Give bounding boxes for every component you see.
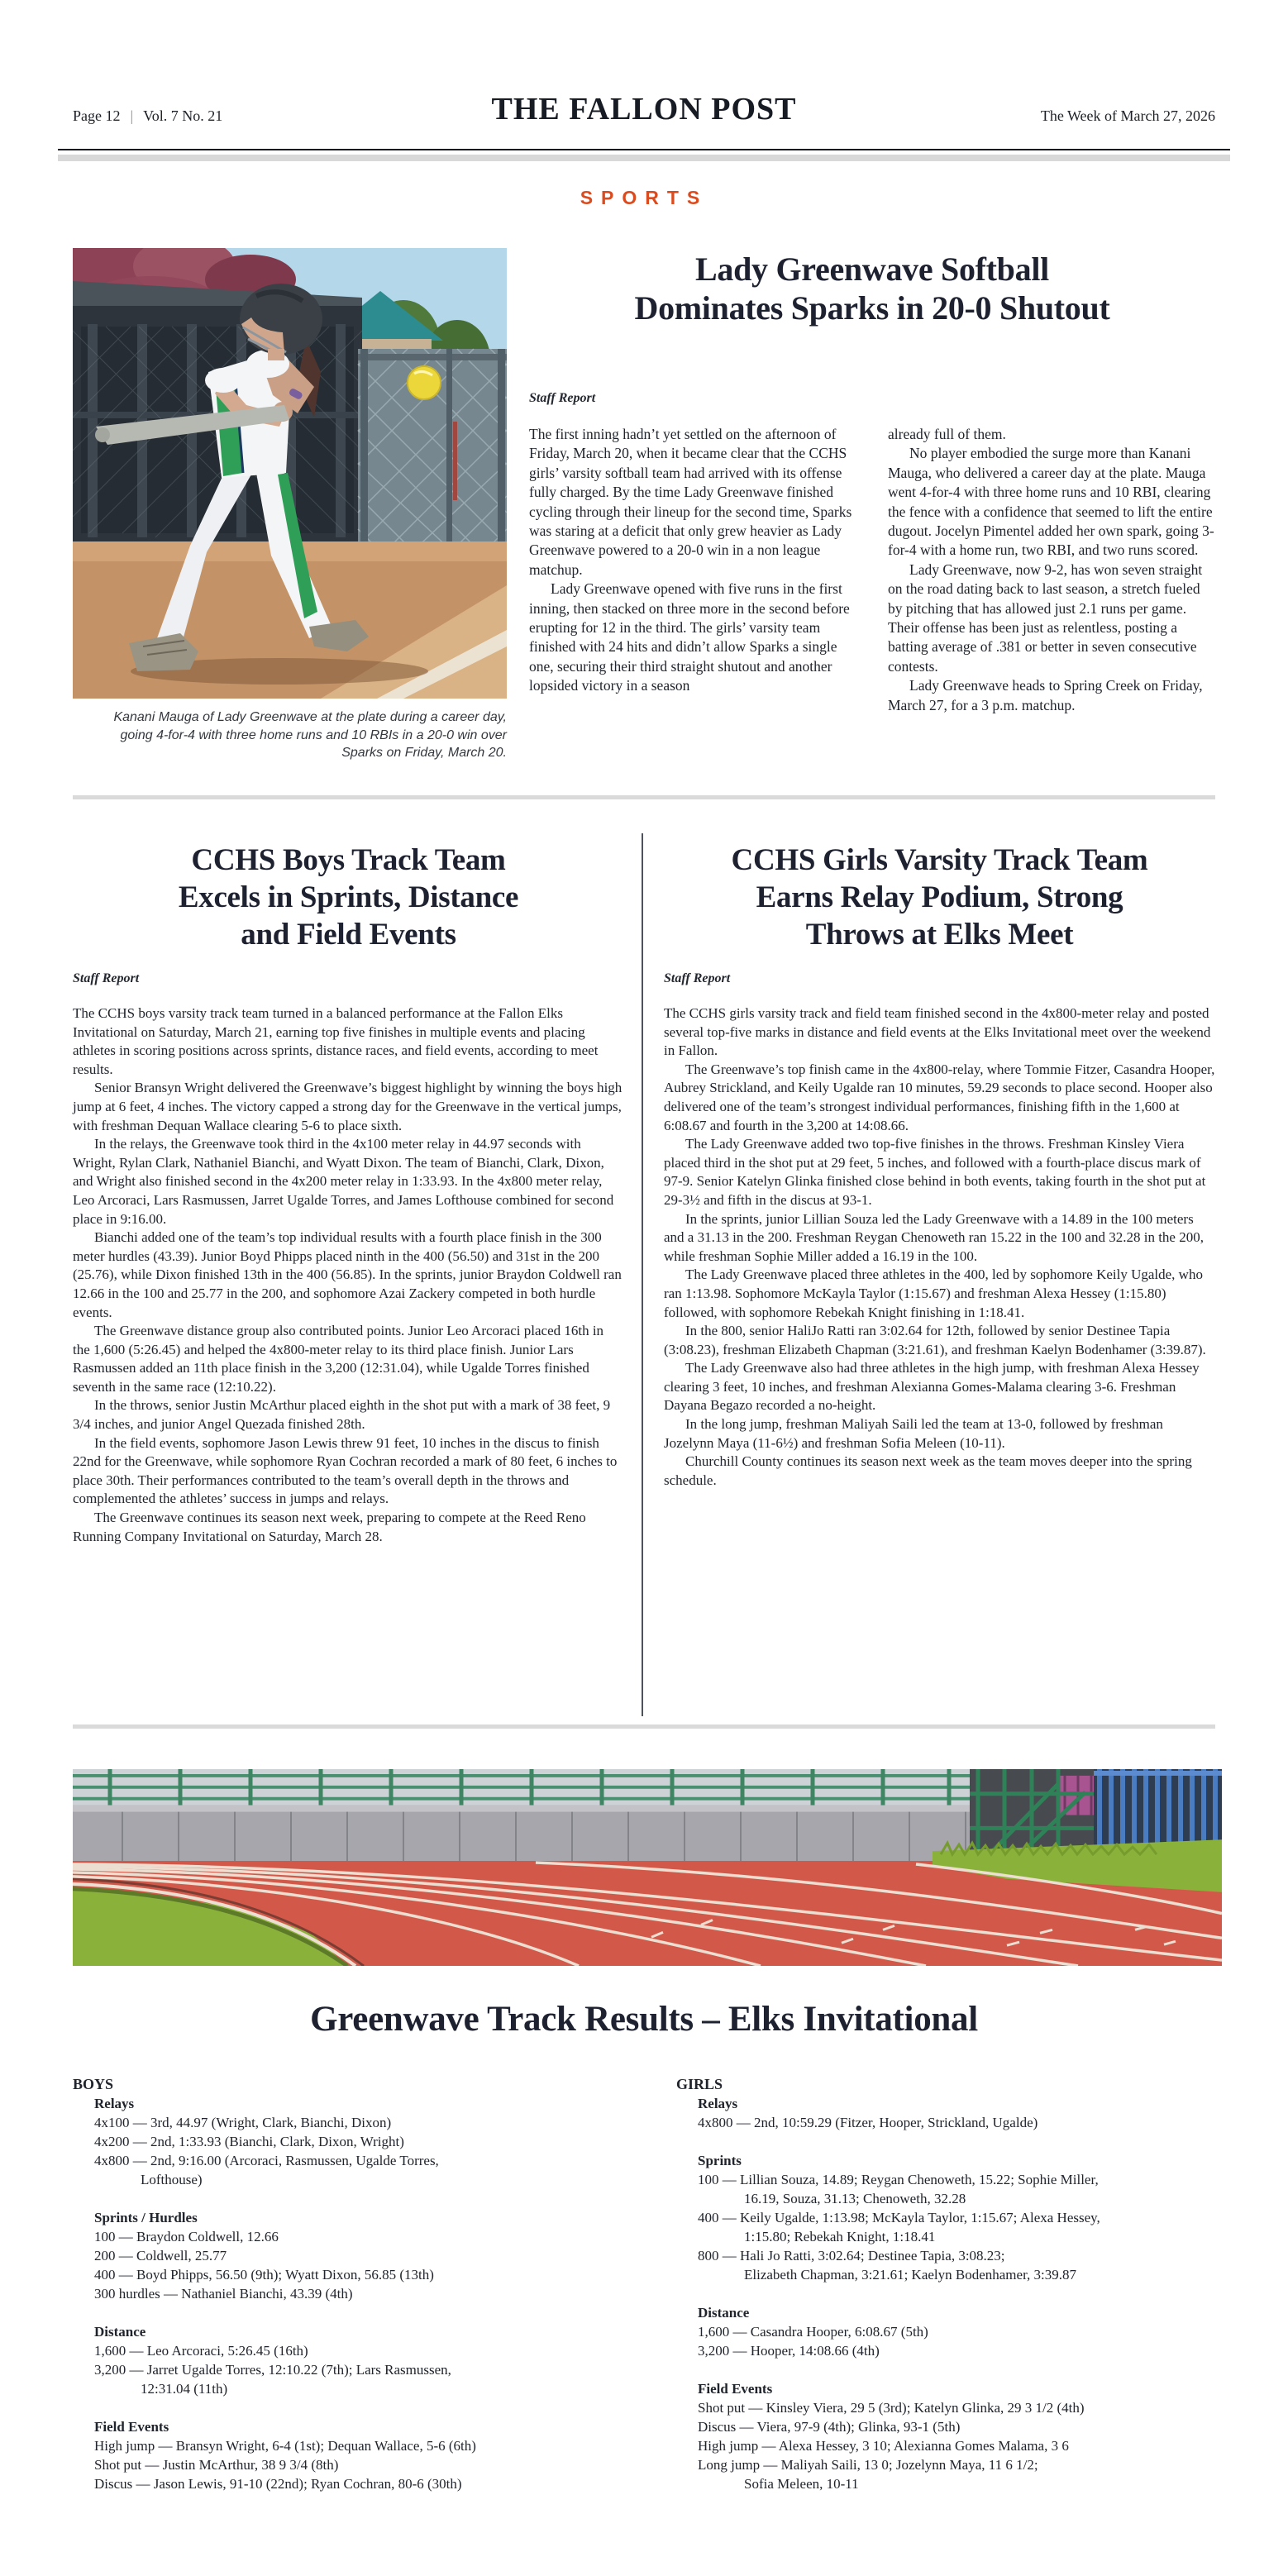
- result-group: [698, 2303, 1222, 2360]
- softball-photo-image: [73, 248, 507, 699]
- article-paragraph: Senior Bransyn Wright delivered the Greenwave’s biggest highlight by winning the boys high jump at 6 feet, 4 inches. The victory capped a strong day for the Greenwave in the vertical jumps, with freshman Dequan Wallace clearing 5-6 to place sixth.: [73, 1080, 623, 1133]
- text-line: and Field Events: [241, 918, 456, 952]
- article-paragraph: In the long jump, freshman Maliyah Saili led the team at 13-0, followed by freshman Jozelynn Maya (11-6½) and freshman Sofia Meleen (10-11).: [664, 1416, 1163, 1451]
- article-paragraph: Lady Greenwave heads to Spring Creek on Friday, March 27, for a 3 p.m. matchup.: [888, 677, 1203, 713]
- track-photo-image: [73, 1769, 1222, 1966]
- girls-track-article: [664, 842, 1215, 1490]
- track-photo-illustration: [73, 1769, 1222, 1966]
- result-line-continuation: 16.19, Souza, 31.13; Chenoweth, 32.28: [744, 2191, 966, 2206]
- girls-article-byline: Staff Report: [664, 971, 731, 985]
- softball-article-headline: [529, 250, 1215, 327]
- result-gender-label: GIRLS: [676, 2076, 723, 2092]
- result-line: 1,600 — Leo Arcoraci, 5:26.45 (16th): [94, 2343, 308, 2359]
- column-divider-rule: [642, 833, 643, 1716]
- article-paragraph: Lady Greenwave, now 9-2, has won seven straight on the road dating back to last season, a stretch fueled by pitching that has allowed just 2.1 runs per game. Their offense has been just as relentless, posting a batting average of .381 or better in seven consecutive contests.: [888, 561, 1203, 675]
- girls-article-headline: [664, 842, 1215, 953]
- masthead-title: THE FALLON POST: [491, 92, 797, 126]
- result-line-continuation: Lofthouse): [141, 2172, 203, 2187]
- result-line: Shot put — Kinsley Viera, 29 5 (3rd); Katelyn Glinka, 29 3 1/2 (4th): [698, 2400, 1085, 2416]
- result-line: Shot put — Justin McArthur, 38 9 3/4 (8th): [94, 2457, 339, 2473]
- result-line: 3,200 — Hooper, 14:08.66 (4th): [698, 2343, 880, 2359]
- article-paragraph: No player embodied the surge more than Kanani Mauga, who delivered a career day at the plate. Mauga went 4-for-4 with three home runs and 10 RBI, clearing the fence with a confidence that seemed to lift the entire dugout. Jocelyn Pimentel added her own spark, going 3-for-4 with a home run, two RBI, and two runs scored.: [888, 445, 1214, 559]
- page-number: Page 12: [73, 107, 121, 124]
- result-line: Discus — Viera, 97-9 (4th); Glinka, 93-1 (5th): [698, 2419, 961, 2435]
- girls-article-body: [664, 1004, 1215, 1490]
- article-paragraph: already full of them.: [888, 426, 1006, 442]
- result-line: Discus — Jason Lewis, 91-10 (22nd); Ryan Cochran, 80-6 (30th): [94, 2476, 462, 2492]
- result-line: 300 hurdles — Nathaniel Bianchi, 43.39 (4th): [94, 2286, 353, 2302]
- article-paragraph: The Greenwave distance group also contributed points. Junior Leo Arcoraci placed 16th in the 1,600 (5:26.45) and helped the 4x800-meter relay to its third place finish. Junior Lars Rasmussen added an 11th place finish in the 3,200 (12:31.04), while Ugalde Torres finished seventh in the same race (12:10.22).: [73, 1323, 604, 1395]
- section-label-sports: SPORTS: [580, 187, 708, 208]
- result-line: 200 — Coldwell, 25.77: [94, 2248, 227, 2264]
- result-line: 400 — Boyd Phipps, 56.50 (9th); Wyatt Dixon, 56.85 (13th): [94, 2267, 434, 2283]
- section-divider: [73, 795, 1215, 799]
- boys-article-body: [73, 1004, 624, 1546]
- boys-article-byline: Staff Report: [73, 971, 140, 985]
- result-group-heading: Field Events: [94, 2419, 169, 2435]
- article-paragraph: The Lady Greenwave also had three athletes in the high jump, with freshman Alexa Hessey clearing 3 feet, 10 inches, and freshman Alexianna Gomes-Malama clearing 3-6. Freshman Dayana Begazo recorded a no-height.: [664, 1360, 1200, 1414]
- article-paragraph: In the throws, senior Justin McArthur placed eighth in the shot put with a mark of 38 feet, 9 3/4 inches, and junior Angel Quezada finished 28th.: [73, 1397, 611, 1433]
- text-line: Earns Relay Podium, Strong: [756, 880, 1123, 914]
- result-line-continuation: 1:15.80; Rebekah Knight, 1:18.41: [744, 2229, 936, 2244]
- result-line-continuation: Elizabeth Chapman, 3:21.61; Kaelyn Bodenhamer, 3:39.87: [744, 2267, 1077, 2283]
- result-gender-label: BOYS: [73, 2076, 114, 2092]
- softball-photo-caption: [73, 708, 507, 762]
- result-group: [94, 2417, 643, 2493]
- result-line: 100 — Lillian Souza, 14.89; Reygan Chenoweth, 15.22; Sophie Miller,: [698, 2172, 1099, 2187]
- results-girls-column: [676, 2075, 1222, 2493]
- result-line: Long jump — Maliyah Saili, 13 0; Jozelynn Maya, 11 6 1/2;: [698, 2457, 1038, 2473]
- softball-article-byline: Staff Report: [529, 391, 596, 405]
- result-group-heading: Sprints / Hurdles: [94, 2210, 198, 2225]
- article-paragraph: The Lady Greenwave added two top-five finishes in the throws. Freshman Kinsley Viera placed third in the shot put at 29 feet, 5 inches, and followed with a fourth-place discus mark of 97-9. Senior Katelyn Glinka finished close behind in both events, taking fourth in the shot put at 29-3½ and fifth in the discus at 93-1.: [664, 1136, 1206, 1208]
- result-line: 100 — Braydon Coldwell, 12.66: [94, 2229, 279, 2244]
- boys-article-headline: [73, 842, 624, 953]
- article-paragraph: In the field events, sophomore Jason Lewis threw 91 feet, 10 inches in the discus to finish 22nd for the Greenwave, while sophomore Ryan Cochran recorded a mark of 80 feet, 6 inches to place 30th. Their performances contributed to the team’s overall depth in the throws and complemented the athletes’ success in jumps and relays.: [73, 1434, 618, 1507]
- volume-number: Vol. 7 No. 21: [143, 107, 223, 124]
- result-line: 400 — Keily Ugalde, 1:13.98; McKayla Taylor, 1:15.67; Alexa Hessey,: [698, 2210, 1100, 2225]
- boys-track-article: [73, 842, 624, 1546]
- article-paragraph: In the sprints, junior Lillian Souza led the Lady Greenwave with a 14.89 in the 100 meters and a 31.13 in the 200. Freshman Reygan Chenoweth ran 15.22 in the 100 and 32.28 in the 200, while freshman Sophie Miller added a 16.19 in the 100.: [664, 1210, 1204, 1264]
- result-group-heading: Relays: [94, 2096, 135, 2111]
- text-line: going 4-for-4 with three home runs and 10 RBIs in a 20-0 win over: [120, 727, 507, 742]
- result-line: 4x800 — 2nd, 9:16.00 (Arcoraci, Rasmussen, Ugalde Torres,: [94, 2153, 439, 2168]
- header-gray-bar: [58, 155, 1230, 161]
- issue-date: The Week of March 27, 2026: [1040, 107, 1215, 124]
- article-paragraph: Churchill County continues its season next week as the team moves deeper into the spring schedule.: [664, 1453, 1192, 1488]
- text-line: Throws at Elks Meet: [805, 918, 1074, 952]
- result-line: High jump — Alexa Hessey, 3 10; Alexianna Gomes Malama, 3 6: [698, 2438, 1069, 2454]
- softball-article-body: [529, 425, 1217, 715]
- result-line-continuation: Sofia Meleen, 10-11: [744, 2476, 859, 2492]
- result-group: [94, 2094, 643, 2189]
- text-line: Kanani Mauga of Lady Greenwave at the plate during a career day,: [113, 710, 507, 724]
- softball-article-column-2: [888, 425, 1217, 715]
- section-divider: [73, 1724, 1215, 1729]
- article-paragraph: The CCHS girls varsity track and field team finished second in the 4x800-meter relay and posted several top-five marks in distance and field events at the Elks Invitational meet over the weekend in Fallon.: [664, 1005, 1211, 1059]
- result-group-heading: Distance: [94, 2324, 146, 2340]
- header-rule: [58, 149, 1230, 150]
- softball-article-column-1: [529, 425, 858, 715]
- article-paragraph: The CCHS boys varsity track team turned in a balanced performance at the Fallon Elks Invitational on Saturday, March 21, earning top five finishes in multiple events and placing athletes in scoring positions across sprints, distance races, and field events, according to meet results.: [73, 1005, 599, 1077]
- results-section-title: Greenwave Track Results – Elks Invitational: [310, 2000, 978, 2039]
- result-group: [698, 2094, 1222, 2132]
- result-group: [94, 2208, 643, 2303]
- result-group: [94, 2322, 643, 2398]
- softball-photo-illustration: [73, 248, 507, 699]
- result-line: 4x200 — 2nd, 1:33.93 (Bianchi, Clark, Dixon, Wright): [94, 2134, 404, 2149]
- article-paragraph: Lady Greenwave opened with five runs in the first inning, then stacked on three more in the second before erupting for 12 in the third. The girls’ varsity team finished with 24 hits and didn’t allow Sparks a single one, securing their third straight shutout and another lopsided victory in a season: [529, 580, 850, 694]
- article-paragraph: In the 800, senior HaliJo Ratti ran 3:02.64 for 12th, followed by senior Destinee Tapia (3:08.23), freshman Elizabeth Chapman (3:21.61), and freshman Kaelyn Bodenhamer (3:39.87).: [664, 1323, 1206, 1357]
- article-paragraph: The Greenwave continues its season next week, preparing to compete at the Reed Reno Running Company Invitational on Saturday, March 28.: [73, 1510, 586, 1544]
- results-boys-column: [73, 2075, 643, 2493]
- result-line: 800 — Hali Jo Ratti, 3:02.64; Destinee Tapia, 3:08.23;: [698, 2248, 1005, 2264]
- result-group: [698, 2379, 1222, 2493]
- article-paragraph: In the relays, the Greenwave took third in the 4x100 meter relay in 44.97 seconds with Wright, Rylan Clark, Nathaniel Bianchi, and Wyatt Dixon. The team of Bianchi, Clark, Dixon, and Wright also finished second in the 4x200 meter relay in 1:33.93. In the 4x800 meter relay, Leo Arcoraci, Lars Rasmussen, Jarret Ugalde Torres, and James Lofthouse combined for second place in 9:16.00.: [73, 1136, 614, 1227]
- text-line: Dominates Sparks in 20-0 Shutout: [634, 289, 1110, 327]
- article-paragraph: The first inning hadn’t yet settled on the afternoon of Friday, March 20, when it became clear that the CCHS girls’ varsity softball team had arrived with its offense fully charged. By the time Lady Greenwave finished cycling through their lineup for the second time, Sparks was staring at a deficit that only grew heavier as Lady Greenwave powered to a 20-0 win in a non league matchup.: [529, 426, 852, 578]
- result-group-heading: Distance: [698, 2305, 750, 2321]
- article-paragraph: The Greenwave’s top finish came in the 4x800-relay, where Tommie Fitzer, Casandra Hooper, Aubrey Strickland, and Keily Ugalde ran 10 minutes, 59.29 seconds to place second. Hooper also delivered one of the team’s strongest individual performances, finishing fifth in the 1,600 at 6:08.67 and fourth in the 3,200 at 14:08.66.: [664, 1061, 1215, 1133]
- text-line: CCHS Boys Track Team: [191, 843, 506, 877]
- result-line: 1,600 — Casandra Hooper, 6:08.67 (5th): [698, 2324, 928, 2340]
- text-line: Excels in Sprints, Distance: [178, 880, 519, 914]
- result-group-heading: Relays: [698, 2096, 738, 2111]
- text-line: Sparks on Friday, March 20.: [341, 746, 507, 760]
- text-line: Lady Greenwave Softball: [695, 250, 1049, 288]
- result-line: 4x100 — 3rd, 44.97 (Wright, Clark, Bianchi, Dixon): [94, 2115, 392, 2130]
- article-paragraph: Bianchi added one of the team’s top individual results with a fourth place finish in the 300 meter hurdles (43.39). Junior Boyd Phipps placed ninth in the 400 (56.50) and 31st in the 200 (25.76), while Dixon finished 13th in the 400 (56.85). In the sprints, junior Braydon Coldwell ran 12.66 in the 100 and 25.77 in the 200, and sophomore Azai Zackery competed in both hurdle events.: [73, 1229, 622, 1320]
- result-group: [698, 2151, 1222, 2284]
- result-group-heading: Field Events: [698, 2381, 773, 2397]
- page-info-divider: |: [130, 107, 134, 124]
- result-line: 3,200 — Jarret Ugalde Torres, 12:10.22 (7th); Lars Rasmussen,: [94, 2362, 451, 2378]
- result-line-continuation: 12:31.04 (11th): [141, 2381, 228, 2397]
- article-paragraph: The Lady Greenwave placed three athletes in the 400, led by sophomore Keily Ugalde, who ran 1:13.98. Sophomore McKayla Taylor (1:15.67) and freshman Alexa Hessey (1:15.80) followed, with sophomore Rebekah Knight finishing in 1:18.41.: [664, 1267, 1203, 1320]
- result-group-heading: Sprints: [698, 2153, 742, 2168]
- result-line: 4x800 — 2nd, 10:59.29 (Fitzer, Hooper, Strickland, Ugalde): [698, 2115, 1038, 2130]
- result-line: High jump — Bransyn Wright, 6-4 (1st); Dequan Wallace, 5-6 (6th): [94, 2438, 476, 2454]
- text-line: CCHS Girls Varsity Track Team: [731, 843, 1148, 877]
